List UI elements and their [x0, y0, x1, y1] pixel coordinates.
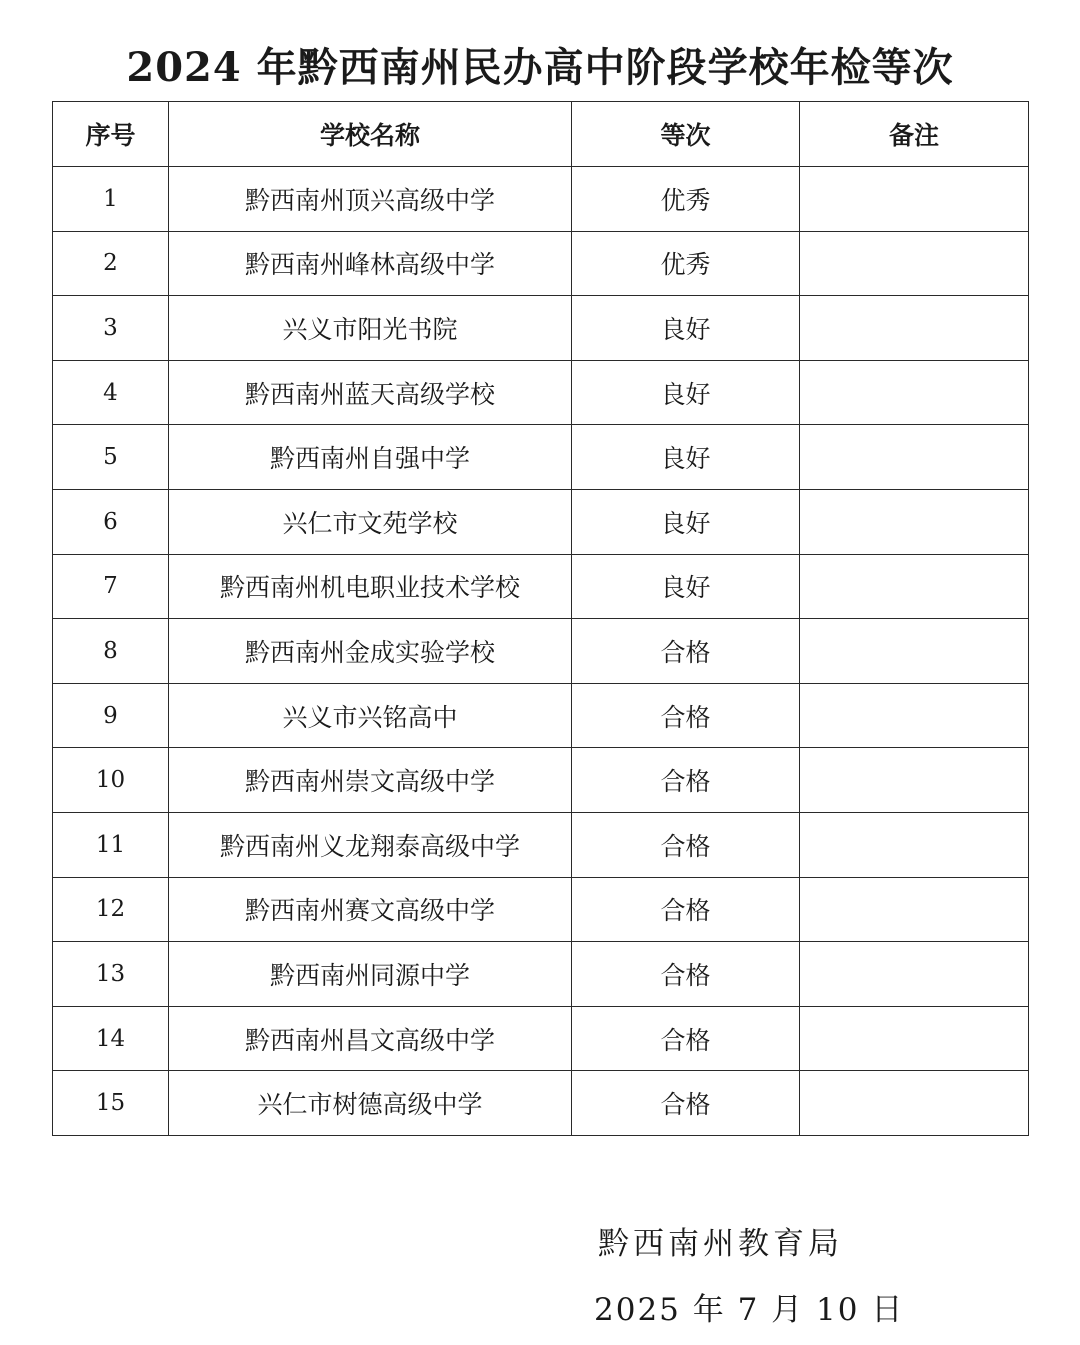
cell-remarks	[800, 167, 1029, 232]
header-remarks: 备注	[800, 102, 1029, 167]
cell-serial-number: 13	[53, 942, 169, 1007]
cell-school-name: 黔西南州崇文高级中学	[169, 748, 572, 813]
table-row	[53, 748, 1029, 813]
cell-remarks	[800, 231, 1029, 296]
cell-grade: 合格	[572, 683, 800, 748]
school-grade-table	[52, 101, 1029, 1136]
table-row	[53, 231, 1029, 296]
cell-school-name: 黔西南州峰林高级中学	[169, 231, 572, 296]
table-row	[53, 942, 1029, 1007]
cell-school-name: 黔西南州顶兴高级中学	[169, 167, 572, 232]
table-row	[53, 167, 1029, 232]
cell-remarks	[800, 489, 1029, 554]
cell-serial-number: 10	[53, 748, 169, 813]
cell-serial-number: 15	[53, 1071, 169, 1136]
table-row	[53, 877, 1029, 942]
cell-serial-number: 9	[53, 683, 169, 748]
cell-serial-number: 14	[53, 1006, 169, 1071]
table-row	[53, 360, 1029, 425]
document-title: 2024 年黔西南州民办高中阶段学校年检等次	[126, 44, 954, 91]
cell-school-name: 黔西南州昌文高级中学	[169, 1006, 572, 1071]
table-row	[53, 296, 1029, 361]
cell-grade: 良好	[572, 489, 800, 554]
table-row	[53, 812, 1029, 877]
cell-grade: 合格	[572, 877, 800, 942]
cell-school-name: 黔西南州义龙翔泰高级中学	[169, 812, 572, 877]
table-row	[53, 619, 1029, 684]
cell-school-name: 兴仁市树德高级中学	[169, 1071, 572, 1136]
cell-remarks	[800, 425, 1029, 490]
header-serial-number: 序号	[53, 102, 169, 167]
cell-school-name: 黔西南州自强中学	[169, 425, 572, 490]
cell-serial-number: 6	[53, 489, 169, 554]
cell-remarks	[800, 296, 1029, 361]
table-header-row	[53, 102, 1029, 167]
cell-serial-number: 5	[53, 425, 169, 490]
cell-remarks	[800, 748, 1029, 813]
cell-serial-number: 2	[53, 231, 169, 296]
cell-grade: 良好	[572, 296, 800, 361]
table-row	[53, 554, 1029, 619]
table-row	[53, 1071, 1029, 1136]
issue-date: 2025 年 7 月 10 日	[594, 1292, 905, 1328]
table-row	[53, 425, 1029, 490]
cell-grade: 优秀	[572, 167, 800, 232]
cell-serial-number: 11	[53, 812, 169, 877]
table-row	[53, 489, 1029, 554]
cell-serial-number: 3	[53, 296, 169, 361]
cell-remarks	[800, 1071, 1029, 1136]
cell-school-name: 兴义市阳光书院	[169, 296, 572, 361]
cell-grade: 合格	[572, 942, 800, 1007]
cell-grade: 良好	[572, 360, 800, 425]
cell-remarks	[800, 812, 1029, 877]
cell-grade: 合格	[572, 812, 800, 877]
cell-remarks	[800, 942, 1029, 1007]
cell-remarks	[800, 877, 1029, 942]
issuing-authority: 黔西南州教育局	[598, 1226, 843, 1262]
cell-grade: 优秀	[572, 231, 800, 296]
cell-remarks	[800, 360, 1029, 425]
cell-grade: 合格	[572, 1071, 800, 1136]
table-row	[53, 1006, 1029, 1071]
cell-grade: 合格	[572, 619, 800, 684]
cell-grade: 合格	[572, 1006, 800, 1071]
cell-grade: 良好	[572, 554, 800, 619]
cell-grade: 合格	[572, 748, 800, 813]
cell-grade: 良好	[572, 425, 800, 490]
cell-school-name: 黔西南州同源中学	[169, 942, 572, 1007]
cell-school-name: 兴仁市文苑学校	[169, 489, 572, 554]
cell-school-name: 黔西南州金成实验学校	[169, 619, 572, 684]
cell-serial-number: 7	[53, 554, 169, 619]
cell-remarks	[800, 683, 1029, 748]
cell-school-name: 兴义市兴铭高中	[169, 683, 572, 748]
cell-school-name: 黔西南州赛文高级中学	[169, 877, 572, 942]
cell-serial-number: 1	[53, 167, 169, 232]
table-row	[53, 683, 1029, 748]
cell-serial-number: 4	[53, 360, 169, 425]
cell-remarks	[800, 619, 1029, 684]
cell-serial-number: 8	[53, 619, 169, 684]
cell-remarks	[800, 1006, 1029, 1071]
cell-school-name: 黔西南州机电职业技术学校	[169, 554, 572, 619]
cell-remarks	[800, 554, 1029, 619]
header-grade: 等次	[572, 102, 800, 167]
header-school-name: 学校名称	[169, 102, 572, 167]
cell-school-name: 黔西南州蓝天高级学校	[169, 360, 572, 425]
cell-serial-number: 12	[53, 877, 169, 942]
